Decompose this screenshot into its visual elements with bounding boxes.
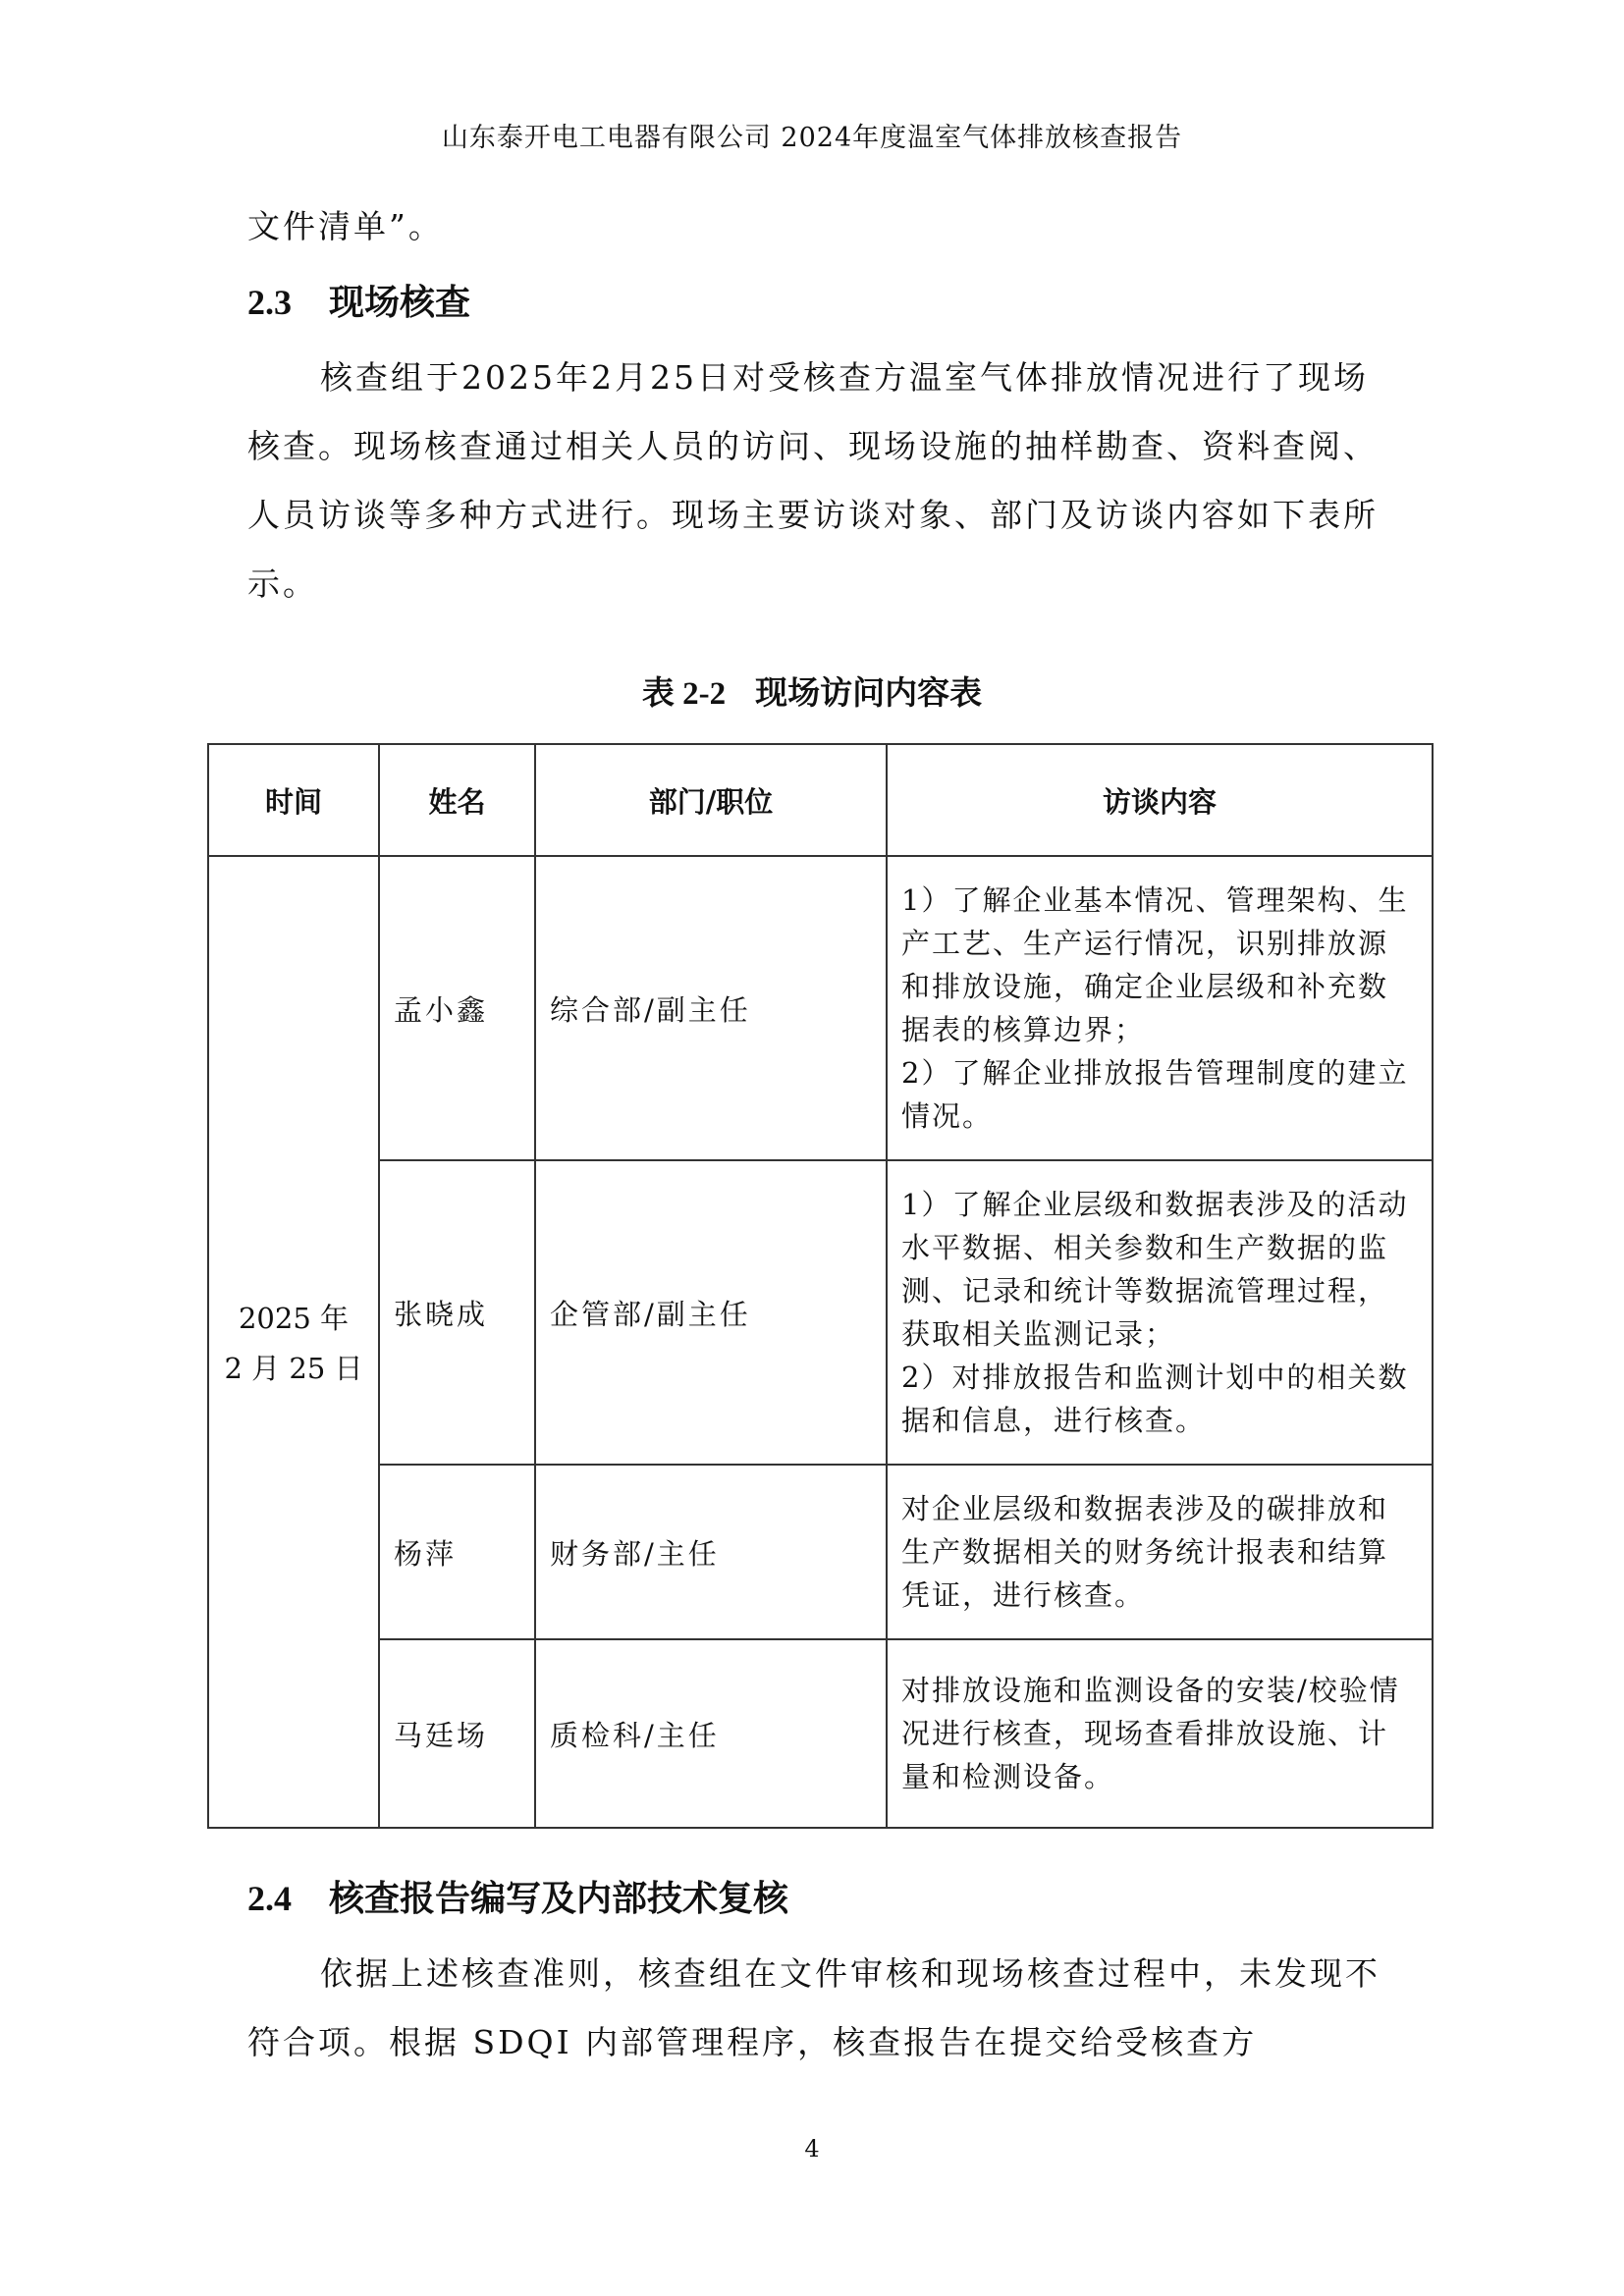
date-line-1: 2025 年 bbox=[238, 1302, 350, 1335]
section-title: 现场核查 bbox=[329, 283, 471, 323]
page-header: 山东泰开电工电器有限公司 2024年度温室气体排放核查报告 bbox=[441, 123, 1183, 153]
table-row bbox=[208, 1639, 1433, 1828]
section-number: 2.3 bbox=[247, 283, 292, 322]
content-cell bbox=[887, 1465, 1433, 1639]
content-cell bbox=[887, 1160, 1433, 1465]
table-caption-title: 现场访问内容表 bbox=[755, 673, 983, 712]
table-caption bbox=[0, 667, 1624, 714]
header-dept: 部门/职位 bbox=[535, 744, 887, 856]
header-name: 姓名 bbox=[379, 744, 535, 856]
table-row bbox=[208, 1160, 1433, 1465]
dept-cell: 财务部/主任 bbox=[535, 1465, 887, 1639]
header-content: 访谈内容 bbox=[887, 744, 1433, 856]
content-item: 1）了解企业基本情况、管理架构、生产工艺、生产运行情况，识别排放源和排放设施，确定企业层级和补充数据表的核算边界； bbox=[901, 883, 1409, 1046]
section-2-3-paragraph: 核查组于2025年2月25日对受核查方温室气体排放情况进行了现场核查。现场核查通过相关人员的访问、现场设施的抽样勘查、资料查阅、人员访谈等多种方式进行。现场主要访谈对象、部门及访谈内容如下表所示。 bbox=[247, 358, 1379, 603]
name-cell: 马廷场 bbox=[379, 1639, 535, 1828]
section-heading-2-4 bbox=[247, 1871, 788, 1921]
interview-table bbox=[207, 743, 1434, 1829]
content-item: 1）了解企业层级和数据表涉及的活动水平数据、相关参数和生产数据的监测、记录和统计等数据流管理过程，获取相关监测记录； bbox=[901, 1188, 1409, 1351]
content-cell bbox=[887, 856, 1433, 1160]
name-cell: 孟小鑫 bbox=[379, 856, 535, 1160]
content-cell bbox=[887, 1639, 1433, 1828]
table-header-row bbox=[208, 744, 1433, 856]
name-cell: 张晓成 bbox=[379, 1160, 535, 1465]
content-item: 对企业层级和数据表涉及的碳排放和生产数据相关的财务统计报表和结算凭证，进行核查。 bbox=[901, 1492, 1389, 1612]
content-item: 2）了解企业排放报告管理制度的建立情况。 bbox=[901, 1056, 1409, 1133]
content-item: 对排放设施和监测设备的安装/校验情况进行核查，现场查看排放设施、计量和检测设备。 bbox=[901, 1674, 1400, 1793]
section-heading-2-3 bbox=[247, 275, 470, 325]
table-row bbox=[208, 856, 1433, 1160]
intro-fragment: 文件清单”。 bbox=[247, 207, 444, 245]
date-cell bbox=[208, 856, 379, 1828]
section-number: 2.4 bbox=[247, 1879, 292, 1918]
content-item: 2）对排放报告和监测计划中的相关数据和信息，进行核查。 bbox=[901, 1361, 1409, 1437]
table-caption-number: 表 2-2 bbox=[641, 676, 727, 712]
table-row bbox=[208, 1465, 1433, 1639]
section-title: 核查报告编写及内部技术复核 bbox=[329, 1879, 789, 1919]
date-line-2: 2 月 25 日 bbox=[224, 1352, 363, 1385]
name-cell: 杨萍 bbox=[379, 1465, 535, 1639]
dept-cell: 质检科/主任 bbox=[535, 1639, 887, 1828]
dept-cell: 企管部/副主任 bbox=[535, 1160, 887, 1465]
dept-cell: 综合部/副主任 bbox=[535, 856, 887, 1160]
section-2-4-paragraph: 依据上述核查准则，核查组在文件审核和现场核查过程中，未发现不符合项。根据 SDQI 内部管理程序，核查报告在提交给受核查方 bbox=[247, 1954, 1380, 2061]
page-number: 4 bbox=[804, 2135, 820, 2163]
header-time: 时间 bbox=[208, 744, 379, 856]
